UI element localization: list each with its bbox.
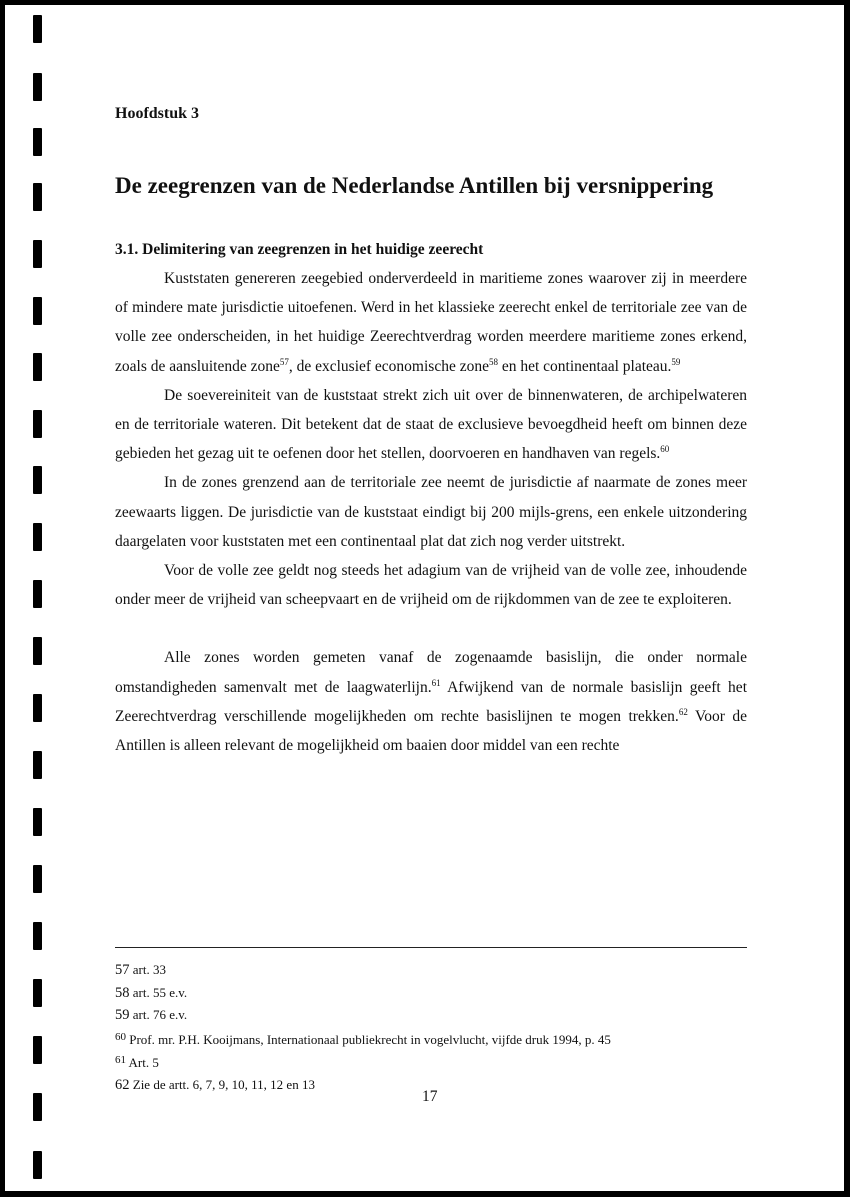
footnote-number: 58 bbox=[115, 984, 130, 1001]
binding-hole bbox=[33, 922, 42, 950]
footnote-text: Zie de artt. 6, 7, 9, 10, 11, 12 en 13 bbox=[132, 1076, 315, 1092]
binding-hole bbox=[33, 637, 42, 665]
footnote bbox=[115, 982, 611, 1005]
chapter-label: Hoofdstuk 3 bbox=[115, 105, 200, 122]
footnote bbox=[115, 1027, 611, 1051]
paragraph bbox=[115, 643, 747, 760]
footnote-divider bbox=[115, 947, 747, 948]
paragraph-text: De soevereiniteit van de kuststaat strekt zich uit over de binnenwateren, de archipelwateren en de territoriale wateren. Dit betekent dat de staat de exclusieve bevoegdheid heeft om binnen deze gebieden het gezag uit te oefenen door het stellen, doorvoeren en handhaven van regels. bbox=[115, 386, 747, 463]
footnote-text: art. 55 e.v. bbox=[132, 984, 188, 1000]
binding-hole bbox=[33, 410, 42, 438]
footnote bbox=[115, 1050, 611, 1074]
paragraph: Voor de volle zee geldt nog steeds het adagium van de vrijheid van de volle zee, inhoudende onder meer de vrijheid van scheepvaart en de vrijheid om de rijkdommen van de zee te exploiteren. bbox=[115, 562, 747, 609]
footnote-number: 59 bbox=[115, 1007, 130, 1023]
footnote-ref: 61 bbox=[431, 677, 441, 688]
paragraph-text: Voor de Antillen is alleen relevant de mogelijkheid om baaien door middel van een rechte bbox=[115, 707, 747, 755]
document-page bbox=[5, 5, 844, 1191]
footnote bbox=[115, 1004, 611, 1027]
page-number: 17 bbox=[422, 1088, 438, 1105]
paragraph bbox=[115, 264, 747, 381]
binding-hole bbox=[33, 240, 42, 268]
section-heading: 3.1. Delimitering van zeegrenzen in het huidige zeerecht bbox=[115, 241, 484, 258]
chapter-title: De zeegrenzen van de Nederlandse Antillen bij versnippering bbox=[115, 173, 714, 198]
binding-hole bbox=[33, 523, 42, 551]
binding-hole bbox=[33, 1093, 42, 1121]
binding-hole bbox=[33, 1151, 42, 1179]
binding-hole bbox=[33, 808, 42, 836]
footnote-number: 57 bbox=[115, 962, 130, 978]
binding-hole bbox=[33, 73, 42, 101]
footnote-number: 62 bbox=[115, 1076, 130, 1093]
paragraph-text: Afwijkend van de normale basislijn geeft het Zeerechtverdrag verschillende mogelijkheden om rechte basislijnen te mogen trekken. bbox=[115, 678, 747, 725]
footnote-ref: 58 bbox=[488, 356, 498, 367]
paragraph-text: , de exclusief economische zone bbox=[288, 357, 489, 375]
binding-hole bbox=[33, 865, 42, 893]
body-text bbox=[115, 264, 747, 760]
binding-hole bbox=[33, 694, 42, 722]
binding-hole bbox=[33, 751, 42, 779]
footnote-ref: 62 bbox=[678, 706, 688, 717]
footnote-ref: 59 bbox=[671, 356, 681, 367]
paragraph bbox=[115, 381, 747, 469]
binding-hole bbox=[33, 466, 42, 494]
footnote-text: art. 76 e.v. bbox=[132, 1007, 188, 1022]
binding-hole bbox=[33, 979, 42, 1007]
binding-hole bbox=[33, 580, 42, 608]
binding-hole bbox=[33, 15, 42, 43]
binding-hole bbox=[33, 183, 42, 211]
footnote-number: 60 bbox=[115, 1030, 126, 1043]
footnote-text: art. 33 bbox=[132, 962, 166, 977]
footnotes bbox=[115, 959, 611, 1096]
binding-hole bbox=[33, 353, 42, 381]
footnote bbox=[115, 1074, 611, 1097]
footnote-number: 61 bbox=[115, 1054, 126, 1066]
paragraph-text: Kuststaten genereren zeegebied onderverdeeld in maritieme zones waarover zij in meerdere of mindere mate jurisdictie uitoefenen. Werd in het klassieke zeerecht enkel de territoriale zee van de volle zee onderscheiden, in het huidige Zeerechtverdrag worden meerdere maritieme zones erkend, zoals de aansluitende zone bbox=[115, 270, 747, 375]
paragraph: In de zones grenzend aan de territoriale zee neemt de jurisdictie af naarmate de zones meer zeewaarts liggen. De jurisdictie van de kuststaat eindigt bij 200 mijls-grens, een enkele uitzondering daargelaten voor kuststaten met een continentaal plat dat zich nog verder uitstrekt. bbox=[115, 474, 747, 550]
footnote-ref: 57 bbox=[279, 356, 289, 367]
paragraph-text: en het continentaal plateau. bbox=[497, 357, 672, 375]
binding-hole bbox=[33, 1036, 42, 1064]
footnote bbox=[115, 959, 611, 982]
footnote-text: Prof. mr. P.H. Kooijmans, Internationaal publiekrecht in vogelvlucht, vijfde druk 1994, p. 45 bbox=[129, 1031, 611, 1047]
footnote-ref: 60 bbox=[660, 444, 670, 455]
binding-hole bbox=[33, 128, 42, 156]
binding-hole bbox=[33, 297, 42, 325]
paragraph-text: Alle zones worden gemeten vanaf de zogenaamde basislijn, die onder normale omstandigheden samenvalt met de laagwaterlijn. bbox=[115, 649, 747, 696]
footnote-text: Art. 5 bbox=[128, 1055, 159, 1070]
